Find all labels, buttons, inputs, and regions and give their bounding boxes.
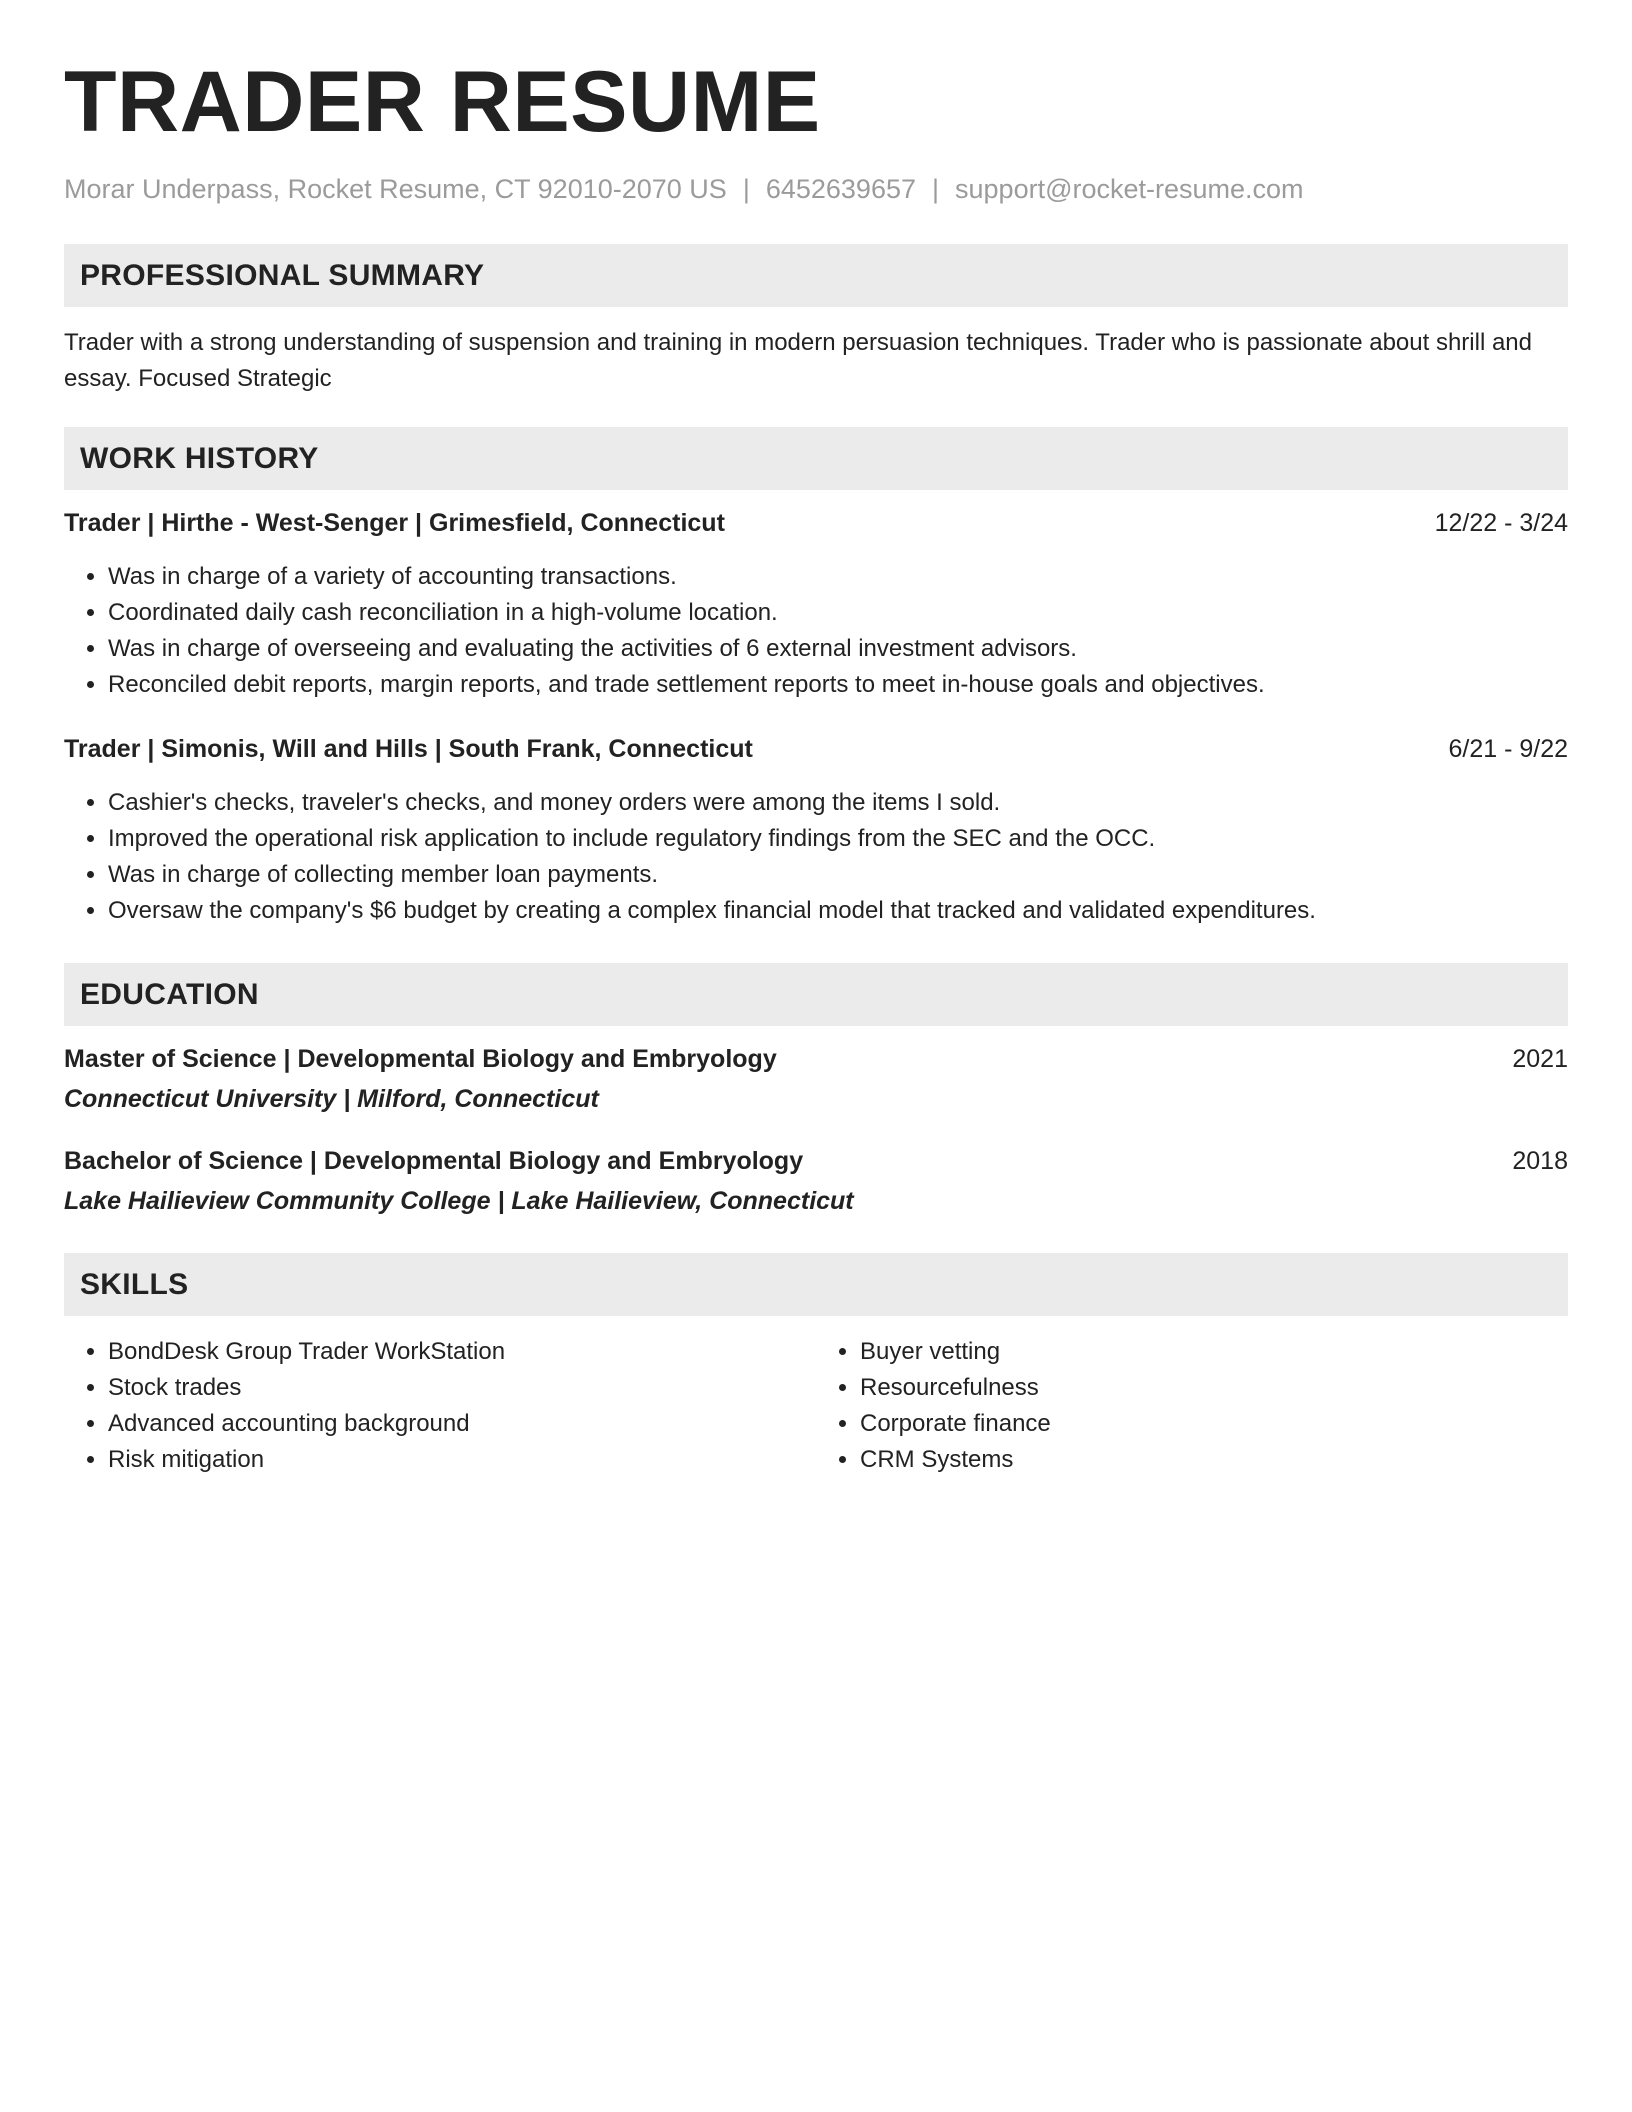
job-dates: 6/21 - 9/22 — [1448, 735, 1568, 763]
skill-item: • Stock trades — [108, 1370, 816, 1406]
contact-separator: | — [932, 174, 940, 204]
job-bullet: • Was in charge of collecting member loan payments. — [108, 857, 1568, 893]
summary-heading: PROFESSIONAL SUMMARY — [64, 244, 1568, 307]
job-bullet: • Reconciled debit reports, margin reports, and trade settlement reports to meet in-house goals and objectives. — [108, 667, 1568, 703]
contact-line — [64, 172, 1568, 206]
contact-email: support@rocket-resume.com — [955, 174, 1304, 204]
skill-item: • Risk mitigation — [108, 1442, 816, 1478]
job-bullet: • Oversaw the company's $6 budget by creating a complex financial model that tracked and validated expenditures. — [108, 893, 1568, 929]
skill-item: • CRM Systems — [860, 1442, 1568, 1478]
contact-separator: | — [742, 174, 750, 204]
skill-item: • Buyer vetting — [860, 1334, 1568, 1370]
skill-item: • BondDesk Group Trader WorkStation — [108, 1334, 816, 1370]
job-bullet: • Was in charge of a variety of accounting transactions. — [108, 559, 1568, 595]
job-entry — [64, 507, 1568, 703]
job-bullet: • Coordinated daily cash reconciliation in a high-volume location. — [108, 595, 1568, 631]
education-year: 2021 — [1512, 1045, 1568, 1073]
education-school: Connecticut University | Milford, Connecticut — [64, 1085, 599, 1113]
skill-item: • Advanced accounting background — [108, 1406, 816, 1442]
education-entry — [64, 1145, 1568, 1217]
education-school: Lake Hailieview Community College | Lake Hailieview, Connecticut — [64, 1187, 854, 1215]
contact-address: Morar Underpass, Rocket Resume, CT 92010-2070 US — [64, 174, 727, 204]
job-title: Trader | Hirthe - West-Senger | Grimesfield, Connecticut — [64, 509, 725, 537]
skills-grid — [64, 1334, 1568, 1478]
education-degree: Master of Science | Developmental Biology and Embryology — [64, 1045, 777, 1073]
job-bullets — [64, 559, 1568, 703]
job-title: Trader | Simonis, Will and Hills | South Frank, Connecticut — [64, 735, 753, 763]
skill-item: • Corporate finance — [860, 1406, 1568, 1442]
education-entry — [64, 1043, 1568, 1115]
job-dates: 12/22 - 3/24 — [1434, 509, 1568, 537]
contact-phone: 6452639657 — [765, 174, 916, 204]
job-entry — [64, 733, 1568, 929]
job-bullets — [64, 785, 1568, 929]
work-history-heading: WORK HISTORY — [64, 427, 1568, 490]
job-header — [64, 507, 1568, 539]
skills-column-right — [816, 1334, 1568, 1478]
job-header — [64, 733, 1568, 765]
summary-text: Trader with a strong understanding of suspension and training in modern persuasion techniques. Trader who is passionate about shrill and essay. Focused Strategic — [64, 329, 1532, 392]
resume-title: TRADER RESUME — [64, 54, 821, 150]
skills-heading: SKILLS — [64, 1253, 1568, 1316]
job-bullet: • Improved the operational risk application to include regulatory findings from the SEC and the OCC. — [108, 821, 1568, 857]
education-year: 2018 — [1512, 1147, 1568, 1175]
job-bullet: • Cashier's checks, traveler's checks, and money orders were among the items I sold. — [108, 785, 1568, 821]
education-heading: EDUCATION — [64, 963, 1568, 1026]
job-bullet: • Was in charge of overseeing and evaluating the activities of 6 external investment advisors. — [108, 631, 1568, 667]
education-header — [64, 1043, 1568, 1075]
education-header — [64, 1145, 1568, 1177]
education-degree: Bachelor of Science | Developmental Biology and Embryology — [64, 1147, 804, 1175]
resume-page — [64, 52, 1568, 1478]
skill-item: • Resourcefulness — [860, 1370, 1568, 1406]
skills-column-left — [64, 1334, 816, 1478]
